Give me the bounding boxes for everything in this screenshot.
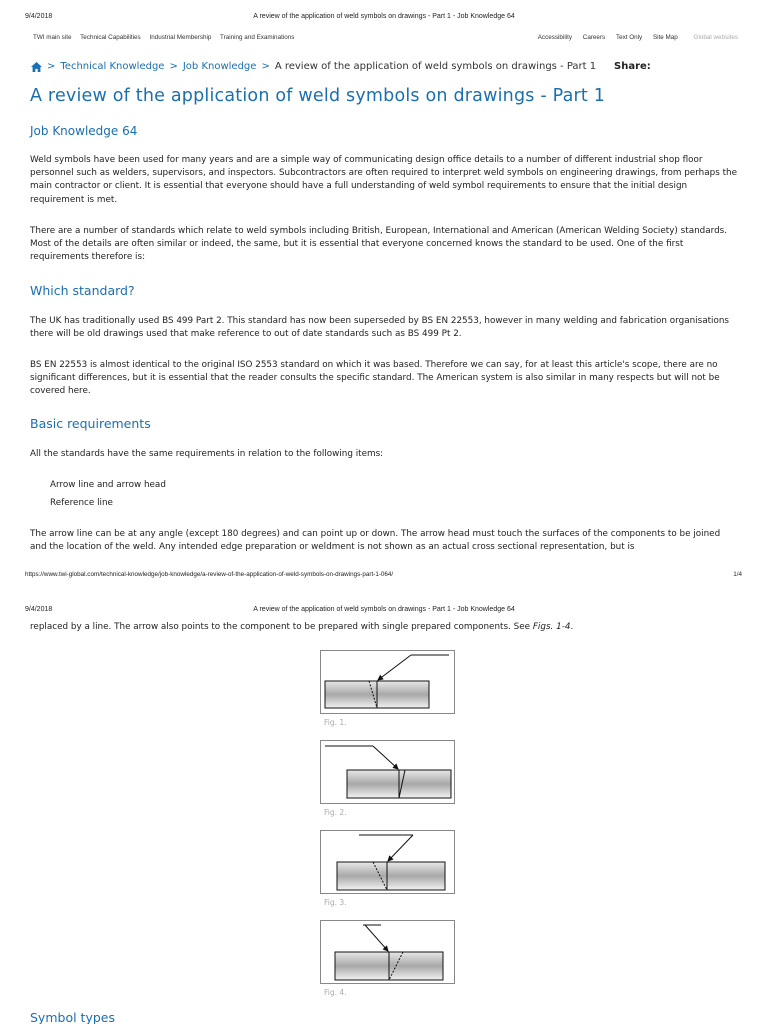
figure-caption: Fig. 1. [324, 718, 347, 727]
share-label: Share: [614, 61, 651, 72]
standards-paragraph: There are a number of standards which relate to weld symbols including British, European, International and American (American Welding Society) standards. Most of the details are often similar or indeed, the same, but it is essential that everyone concerned knows the standard to be used. One of the first requirements therefore is: [30, 226, 728, 263]
breadcrumb [31, 61, 738, 72]
print-date: 9/4/2018 [25, 13, 53, 20]
which-standard-paragraph-1: The UK has traditionally used BS 499 Part 2. This standard has now been superseded by BS EN 22553, however in many welding and fabrication organisations there will be old drawings used that make reference to out of date standards such as BS 499 Pt 2. [30, 316, 730, 340]
figure-caption: Fig. 3. [324, 898, 347, 907]
nav-careers[interactable]: Careers [582, 34, 606, 41]
breadcrumb-separator: > [169, 61, 178, 72]
nav-accessibility[interactable]: Accessibility [537, 34, 573, 41]
print-header [0, 606, 768, 620]
figure-2 [320, 740, 455, 804]
home-icon[interactable] [31, 62, 42, 72]
nav-training-examinations[interactable]: Training and Examinations [220, 34, 295, 41]
weld-diagram-3 [321, 831, 454, 893]
print-footer-page: 1/4 [733, 571, 742, 578]
nav-global-websites[interactable]: Global websites [693, 34, 738, 41]
nav-site-map[interactable]: Site Map [652, 34, 678, 41]
nav-industrial-membership[interactable]: Industrial Membership [149, 34, 212, 41]
continued-text-end: . [570, 622, 574, 632]
list-item: Reference line [50, 498, 113, 508]
print-date: 9/4/2018 [25, 606, 53, 613]
print-header [0, 13, 768, 27]
figure-3 [320, 830, 455, 894]
breadcrumb-current: A review of the application of weld symbols on drawings - Part 1 [274, 61, 597, 72]
nav-twi-main-site[interactable]: TWI main site [33, 34, 72, 41]
breadcrumb-separator: > [261, 61, 270, 72]
nav-text-only[interactable]: Text Only [615, 34, 643, 41]
heading-symbol-types: Symbol types [30, 1010, 115, 1024]
weld-diagram-4 [321, 921, 454, 983]
page-title: A review of the application of weld symbols on drawings - Part 1 [30, 86, 606, 106]
which-standard-paragraph-2: BS EN 22553 is almost identical to the original ISO 2553 standard on which it was based. Therefore we can say, for at least this article's scope, there are no significant differences, but it is essential that the reader consults the specific standard. The American system is also similar in many respects but will not be covered here. [30, 360, 720, 397]
intro-paragraph: Weld symbols have been used for many years and are a simple way of communicating design office details to a number of different industrial shop floor personnel such as welders, supervisors, and inspectors. Subcontractors are often required to interpret weld symbols on engineering drawings, from perhaps the main contractor or client. It is essential that everyone should have a full understanding of weld symbol requirements to ensure that the initial design requirement is met. [30, 155, 738, 205]
figure-caption: Fig. 4. [324, 988, 347, 997]
basic-requirements-paragraph: All the standards have the same requirements in relation to the following items: [30, 449, 384, 459]
breadcrumb-separator: > [47, 61, 56, 72]
figure-1 [320, 650, 455, 714]
weld-diagram-1 [321, 651, 454, 713]
breadcrumb-technical-knowledge[interactable]: Technical Knowledge [60, 61, 165, 72]
article-subtitle: Job Knowledge 64 [30, 124, 138, 138]
top-navigation [33, 34, 738, 48]
print-footer-url: https://www.twi-global.com/technical-knowledge/job-knowledge/a-review-of-the-application-of-weld-symbols-on-drawings-part-1-064/ [25, 571, 394, 578]
continued-text: replaced by a line. The arrow also points to the component to be prepared with single prepared components. See [30, 622, 533, 632]
continued-paragraph [30, 621, 738, 634]
figure-4 [320, 920, 455, 984]
figure-caption: Fig. 2. [324, 808, 347, 817]
arrow-line-paragraph: The arrow line can be at any angle (except 180 degrees) and can point up or down. The arrow head must touch the surfaces of the components to be joined and the location of the weld. Any intended edge preparation or weldment is not shown as an actual cross sectional representation, but is [30, 529, 721, 553]
heading-which-standard: Which standard? [30, 283, 135, 298]
list-item: Arrow line and arrow head [50, 480, 166, 490]
print-doc-title: A review of the application of weld symbols on drawings - Part 1 - Job Knowledge 64 [253, 606, 515, 613]
breadcrumb-job-knowledge[interactable]: Job Knowledge [182, 61, 257, 72]
nav-technical-capabilities[interactable]: Technical Capabilities [80, 34, 141, 41]
weld-diagram-2 [321, 741, 454, 803]
heading-basic-requirements: Basic requirements [30, 416, 151, 431]
print-doc-title: A review of the application of weld symbols on drawings - Part 1 - Job Knowledge 64 [253, 13, 515, 20]
figs-reference: Figs. 1-4 [532, 622, 571, 632]
